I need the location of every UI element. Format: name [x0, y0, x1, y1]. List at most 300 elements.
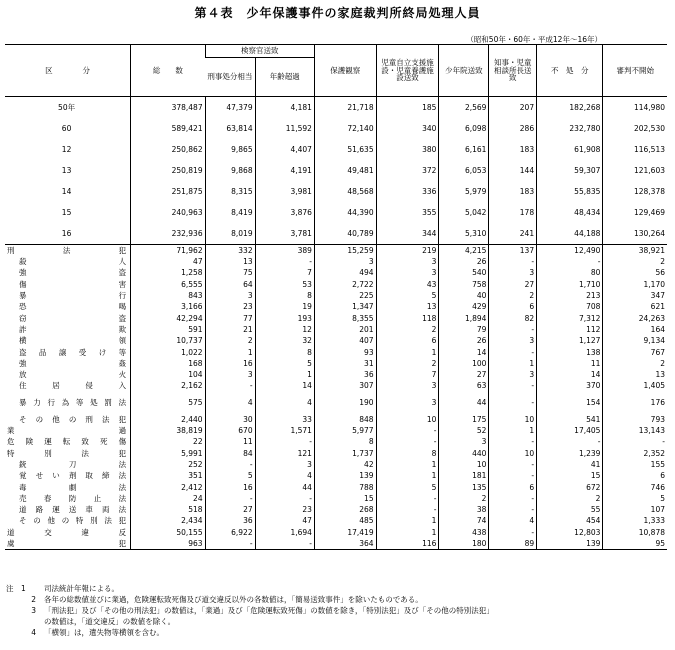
table-cell: 107: [603, 504, 667, 515]
table-cell: 7,312: [537, 313, 603, 324]
table-row: [5, 256, 667, 267]
footnote-text: の数値は，「道交違反」の数値を除く。: [44, 617, 176, 626]
row-label: 業 過: [7, 426, 127, 436]
table-cell: 344: [376, 223, 439, 245]
table-cell: 672: [537, 482, 603, 493]
table-cell: 268: [314, 504, 376, 515]
table-cell: 2,440: [131, 414, 205, 425]
row-label: 横 領: [19, 336, 127, 346]
table-row: [5, 358, 667, 369]
row-label: 放 火: [19, 370, 127, 380]
row-label: その他の特別法犯: [19, 516, 127, 526]
table-cell: 63: [439, 381, 489, 392]
table-cell: 182,268: [537, 97, 603, 119]
table-cell: -: [376, 425, 439, 436]
table-cell: 252: [131, 459, 205, 470]
table-row: [5, 436, 667, 447]
table-cell: 219: [376, 245, 439, 257]
table-cell: -: [376, 436, 439, 447]
table-cell: 4: [255, 392, 314, 414]
table-cell: 190: [314, 392, 376, 414]
footnote-number: 注 1: [6, 584, 26, 593]
row-label: 暴力行為等処罰法: [19, 398, 127, 408]
header-criminal-disposition: 刑事処分相当: [205, 58, 255, 97]
table-cell: 3: [439, 436, 489, 447]
table-cell: 8: [255, 347, 314, 358]
table-cell: 21: [205, 324, 255, 335]
table-cell: 154: [537, 392, 603, 414]
header-no-trial: 審判不開始: [603, 45, 667, 97]
table-cell: 175: [439, 414, 489, 425]
table-cell: 1,127: [537, 335, 603, 346]
table-cell: 44: [255, 482, 314, 493]
table-cell: 47: [255, 516, 314, 527]
table-cell: 1,710: [537, 279, 603, 290]
table-cell: 13: [205, 256, 255, 267]
table-cell: 27: [439, 369, 489, 380]
table-row: [5, 139, 667, 160]
table-cell: 10,737: [131, 335, 205, 346]
table-cell: 48,568: [314, 181, 376, 202]
footnote: [6, 616, 671, 627]
table-cell: 240,963: [131, 202, 205, 223]
table-row: [5, 425, 667, 436]
table-cell: 8,355: [314, 313, 376, 324]
table-cell: 9,865: [205, 139, 255, 160]
table-cell: 6,053: [439, 160, 489, 181]
table-row: [5, 290, 667, 301]
row-label: 道 交 違 反: [7, 527, 127, 537]
table-cell: 5: [255, 358, 314, 369]
table-cell: -: [376, 504, 439, 515]
table-cell: 59,307: [537, 160, 603, 181]
table-cell: 5,042: [439, 202, 489, 223]
table-cell: 24: [131, 493, 205, 504]
table-cell: 6: [376, 335, 439, 346]
header-prosecutor-group: 検察官送致: [205, 45, 314, 58]
table-cell: 370: [537, 381, 603, 392]
table-row: [5, 459, 667, 470]
table-cell: 56: [603, 268, 667, 279]
table-cell: 17,405: [537, 425, 603, 436]
table-cell: 12,490: [537, 245, 603, 257]
table-cell: 19: [255, 301, 314, 312]
table-cell: 36: [205, 516, 255, 527]
table-row: [5, 202, 667, 223]
table-cell: 336: [376, 181, 439, 202]
table-cell: 1: [376, 516, 439, 527]
table-cell: 518: [131, 504, 205, 515]
header-category: 区 分: [5, 45, 131, 97]
table-cell: 10: [376, 414, 439, 425]
table-cell: 3: [205, 369, 255, 380]
table-cell: 3: [376, 392, 439, 414]
table-cell: 213: [537, 290, 603, 301]
table-cell: 1,258: [131, 268, 205, 279]
table-cell: 5: [205, 470, 255, 481]
header-juvenile-training: 少年院送致: [439, 45, 489, 97]
table-cell: 13,143: [603, 425, 667, 436]
table-cell: 77: [205, 313, 255, 324]
table-cell: 4: [255, 470, 314, 481]
table-cell: 116: [376, 538, 439, 550]
table-cell: -: [489, 324, 537, 335]
table-row: [5, 118, 667, 139]
table-cell: 21,718: [314, 97, 376, 119]
table-cell: 14: [439, 347, 489, 358]
table-cell: 12,803: [537, 527, 603, 538]
row-label: 50年: [58, 102, 76, 112]
table-cell: 24,263: [603, 313, 667, 324]
table-cell: 485: [314, 516, 376, 527]
row-label: 盗品譲受け等: [19, 347, 127, 357]
footnote-number: 2: [31, 595, 36, 604]
row-label: その他の刑法犯: [19, 414, 127, 424]
table-cell: 1,239: [537, 448, 603, 459]
table-cell: 135: [439, 482, 489, 493]
footnotes: [6, 583, 671, 638]
table-cell: -: [255, 493, 314, 504]
table-cell: 79: [439, 324, 489, 335]
table-cell: 2: [603, 358, 667, 369]
table-cell: 129,469: [603, 202, 667, 223]
table-cell: 225: [314, 290, 376, 301]
table-cell: 23: [205, 301, 255, 312]
table-cell: -: [603, 436, 667, 447]
table-cell: -: [489, 392, 537, 414]
table-cell: 364: [314, 538, 376, 550]
table-cell: 22: [131, 436, 205, 447]
table-cell: 15: [314, 493, 376, 504]
table-cell: 793: [603, 414, 667, 425]
table-cell: 82: [489, 313, 537, 324]
table-cell: 8,019: [205, 223, 255, 245]
row-label: 15: [61, 207, 72, 217]
table-cell: -: [489, 470, 537, 481]
table-cell: 2: [537, 493, 603, 504]
table-cell: 1,170: [603, 279, 667, 290]
table-cell: 5: [603, 493, 667, 504]
table-cell: 100: [439, 358, 489, 369]
table-cell: 286: [489, 118, 537, 139]
table-cell: 155: [603, 459, 667, 470]
table-cell: 13: [603, 369, 667, 380]
table-row: [5, 347, 667, 358]
table-cell: -: [255, 436, 314, 447]
table-cell: 38,819: [131, 425, 205, 436]
table-cell: 43: [376, 279, 439, 290]
table-cell: 33: [255, 414, 314, 425]
table-cell: 47,379: [205, 97, 255, 119]
table-cell: 2,569: [439, 97, 489, 119]
table-cell: 61,908: [537, 139, 603, 160]
table-cell: -: [489, 493, 537, 504]
footnote-number: 3: [31, 606, 36, 615]
table-cell: 2,412: [131, 482, 205, 493]
table-cell: 114,980: [603, 97, 667, 119]
table-row: [5, 181, 667, 202]
table-cell: -: [376, 493, 439, 504]
table-cell: 2,722: [314, 279, 376, 290]
table-cell: 27: [205, 504, 255, 515]
table-cell: -: [489, 504, 537, 515]
table-cell: 4,181: [255, 97, 314, 119]
table-cell: 6: [603, 470, 667, 481]
footnote-text: 「横領」は，遺失物等横領を含む。: [44, 628, 164, 637]
table-cell: 5: [376, 482, 439, 493]
table-cell: 1,737: [314, 448, 376, 459]
table-cell: 2: [376, 324, 439, 335]
table-cell: 74: [439, 516, 489, 527]
table-row: [5, 414, 667, 425]
table-cell: 1,022: [131, 347, 205, 358]
header-governor-referral: 知事・児童相談所長送致: [489, 45, 537, 97]
table-cell: 10: [439, 459, 489, 470]
table-cell: 4,215: [439, 245, 489, 257]
table-cell: 181: [439, 470, 489, 481]
footnote-number: 4: [31, 628, 36, 637]
table-cell: 6,161: [439, 139, 489, 160]
table-cell: 5,979: [439, 181, 489, 202]
table-cell: 26: [439, 335, 489, 346]
table-cell: 3: [314, 256, 376, 267]
table-row: [5, 527, 667, 538]
table-row: [5, 313, 667, 324]
table-cell: -: [489, 436, 537, 447]
table-cell: 380: [376, 139, 439, 160]
table-cell: 6,555: [131, 279, 205, 290]
row-label: 売 春 防 止 法: [19, 493, 127, 503]
table-cell: 16: [205, 358, 255, 369]
table-cell: 55,835: [537, 181, 603, 202]
table-cell: 6: [489, 301, 537, 312]
table-cell: 1: [376, 347, 439, 358]
table-cell: 89: [489, 538, 537, 550]
table-row: [5, 482, 667, 493]
table-cell: 137: [489, 245, 537, 257]
table-cell: 250,819: [131, 160, 205, 181]
table-cell: 1,694: [255, 527, 314, 538]
table-cell: 340: [376, 118, 439, 139]
row-label: 虞 犯: [5, 538, 131, 550]
table-cell: 55: [537, 504, 603, 515]
table-cell: 250,862: [131, 139, 205, 160]
table-cell: 767: [603, 347, 667, 358]
table-cell: 176: [603, 392, 667, 414]
footnote: [6, 605, 671, 616]
table-cell: 52: [439, 425, 489, 436]
table-cell: 591: [131, 324, 205, 335]
table-cell: 2: [439, 493, 489, 504]
table-row: [5, 381, 667, 392]
table-cell: 6,098: [439, 118, 489, 139]
row-label: 毒 劇 法: [19, 482, 127, 492]
table-cell: 38: [439, 504, 489, 515]
table-row: [5, 279, 667, 290]
row-label: 住 居 侵 入: [19, 381, 127, 391]
table-cell: 12: [255, 324, 314, 335]
table-row: [5, 97, 667, 119]
table-cell: 494: [314, 268, 376, 279]
table-row: [5, 268, 667, 279]
table-cell: 121,603: [603, 160, 667, 181]
table-row: [5, 448, 667, 459]
footnote-text: 司法統計年報による。: [44, 584, 119, 593]
table-cell: 112: [537, 324, 603, 335]
table-row: [5, 392, 667, 414]
table-cell: 2: [489, 290, 537, 301]
table-cell: 6: [489, 482, 537, 493]
row-label: 殺 人: [19, 257, 127, 267]
table-cell: 2,162: [131, 381, 205, 392]
table-row: [5, 493, 667, 504]
table-cell: 71,962: [131, 245, 205, 257]
table-cell: 202,530: [603, 118, 667, 139]
row-label: 暴 行: [19, 291, 127, 301]
table-cell: 670: [205, 425, 255, 436]
table-row: [5, 245, 667, 257]
table-cell: 1,405: [603, 381, 667, 392]
table-cell: 3,876: [255, 202, 314, 223]
table-cell: 47: [131, 256, 205, 267]
row-label: 12: [61, 144, 72, 154]
table-cell: 440: [439, 448, 489, 459]
table-cell: 53: [255, 279, 314, 290]
row-label: 強 盗: [19, 268, 127, 278]
table-cell: 11: [537, 358, 603, 369]
table-cell: 3: [489, 268, 537, 279]
table-cell: 44: [439, 392, 489, 414]
table-cell: 8: [255, 290, 314, 301]
table-cell: 372: [376, 160, 439, 181]
table-cell: 2: [205, 335, 255, 346]
table-cell: 2: [376, 358, 439, 369]
table-cell: -: [205, 381, 255, 392]
table-cell: 788: [314, 482, 376, 493]
row-label: 特 別 法 犯: [7, 448, 127, 458]
table-cell: 121: [255, 448, 314, 459]
table-cell: -: [205, 493, 255, 504]
row-label: 13: [61, 165, 72, 175]
footnote-text: 各年の総数値並びに業過，危険運転致死傷及び道交違反以外の各数値は，「簡易送致事件」を除いたものである。: [44, 595, 423, 604]
table-cell: 50,155: [131, 527, 205, 538]
table-cell: 1,894: [439, 313, 489, 324]
table-cell: 38,921: [603, 245, 667, 257]
table-cell: 843: [131, 290, 205, 301]
table-cell: 30: [205, 414, 255, 425]
row-label: 16: [5, 223, 131, 245]
table-cell: 332: [205, 245, 255, 257]
table-cell: 180: [439, 538, 489, 550]
table-cell: 351: [131, 470, 205, 481]
table-cell: 178: [489, 202, 537, 223]
table-row: [5, 324, 667, 335]
table-cell: 746: [603, 482, 667, 493]
table-cell: 1: [205, 347, 255, 358]
table-cell: 31: [314, 358, 376, 369]
row-label: 道路運送車両法: [19, 505, 127, 515]
row-label: 14: [61, 186, 72, 196]
table-cell: 2,434: [131, 516, 205, 527]
header-over-age: 年齢超過: [255, 58, 314, 97]
table-row: [5, 335, 667, 346]
table-cell: 3,981: [255, 181, 314, 202]
table-cell: -: [205, 459, 255, 470]
table-cell: 232,780: [537, 118, 603, 139]
row-label: 危険運転致死傷: [7, 437, 127, 447]
table-cell: 42,294: [131, 313, 205, 324]
table-cell: 14: [537, 369, 603, 380]
table-row: [5, 516, 667, 527]
table-cell: 15,259: [314, 245, 376, 257]
table-cell: 251,875: [131, 181, 205, 202]
table-cell: 3: [376, 256, 439, 267]
table-cell: 4: [205, 392, 255, 414]
table-cell: -: [255, 538, 314, 550]
header-probation: 保護観察: [314, 45, 376, 97]
table-cell: 5: [376, 290, 439, 301]
table-cell: 51,635: [314, 139, 376, 160]
table-cell: 138: [537, 347, 603, 358]
table-cell: 11,592: [255, 118, 314, 139]
table-cell: 3: [376, 268, 439, 279]
table-row: [5, 538, 667, 550]
table-cell: 8: [376, 448, 439, 459]
row-label: 刑 法 犯: [7, 245, 127, 255]
table-cell: 3,166: [131, 301, 205, 312]
table-cell: 183: [489, 181, 537, 202]
table-cell: -: [489, 347, 537, 358]
disposition-table: [5, 44, 667, 550]
table-row: [5, 504, 667, 515]
table-cell: -: [537, 436, 603, 447]
table-row: [5, 223, 667, 245]
table-cell: 1,571: [255, 425, 314, 436]
table-cell: 848: [314, 414, 376, 425]
table-cell: 8,315: [205, 181, 255, 202]
table-cell: 116,513: [603, 139, 667, 160]
table-cell: 15: [537, 470, 603, 481]
table-cell: 3: [489, 335, 537, 346]
table-cell: 241: [489, 223, 537, 245]
table-cell: -: [255, 256, 314, 267]
table-cell: 49,481: [314, 160, 376, 181]
table-row: [5, 470, 667, 481]
table-cell: 7: [255, 268, 314, 279]
row-label: 詐 欺: [19, 324, 127, 334]
table-cell: 72,140: [314, 118, 376, 139]
table-cell: 27: [489, 279, 537, 290]
table-row: [5, 369, 667, 380]
table-cell: 104: [131, 369, 205, 380]
footnote: [6, 627, 671, 638]
table-cell: 118: [376, 313, 439, 324]
table-cell: 5,310: [439, 223, 489, 245]
table-cell: 23: [255, 504, 314, 515]
row-label: 強 姦: [19, 358, 127, 368]
table-cell: -: [537, 256, 603, 267]
table-cell: 17,419: [314, 527, 376, 538]
footnote-number: [6, 616, 44, 627]
table-cell: 1,347: [314, 301, 376, 312]
table-cell: 42: [314, 459, 376, 470]
table-cell: 36: [314, 369, 376, 380]
table-cell: 10: [489, 414, 537, 425]
table-cell: 10,878: [603, 527, 667, 538]
table-cell: 80: [537, 268, 603, 279]
table-cell: 589,421: [131, 118, 205, 139]
table-cell: 75: [205, 268, 255, 279]
